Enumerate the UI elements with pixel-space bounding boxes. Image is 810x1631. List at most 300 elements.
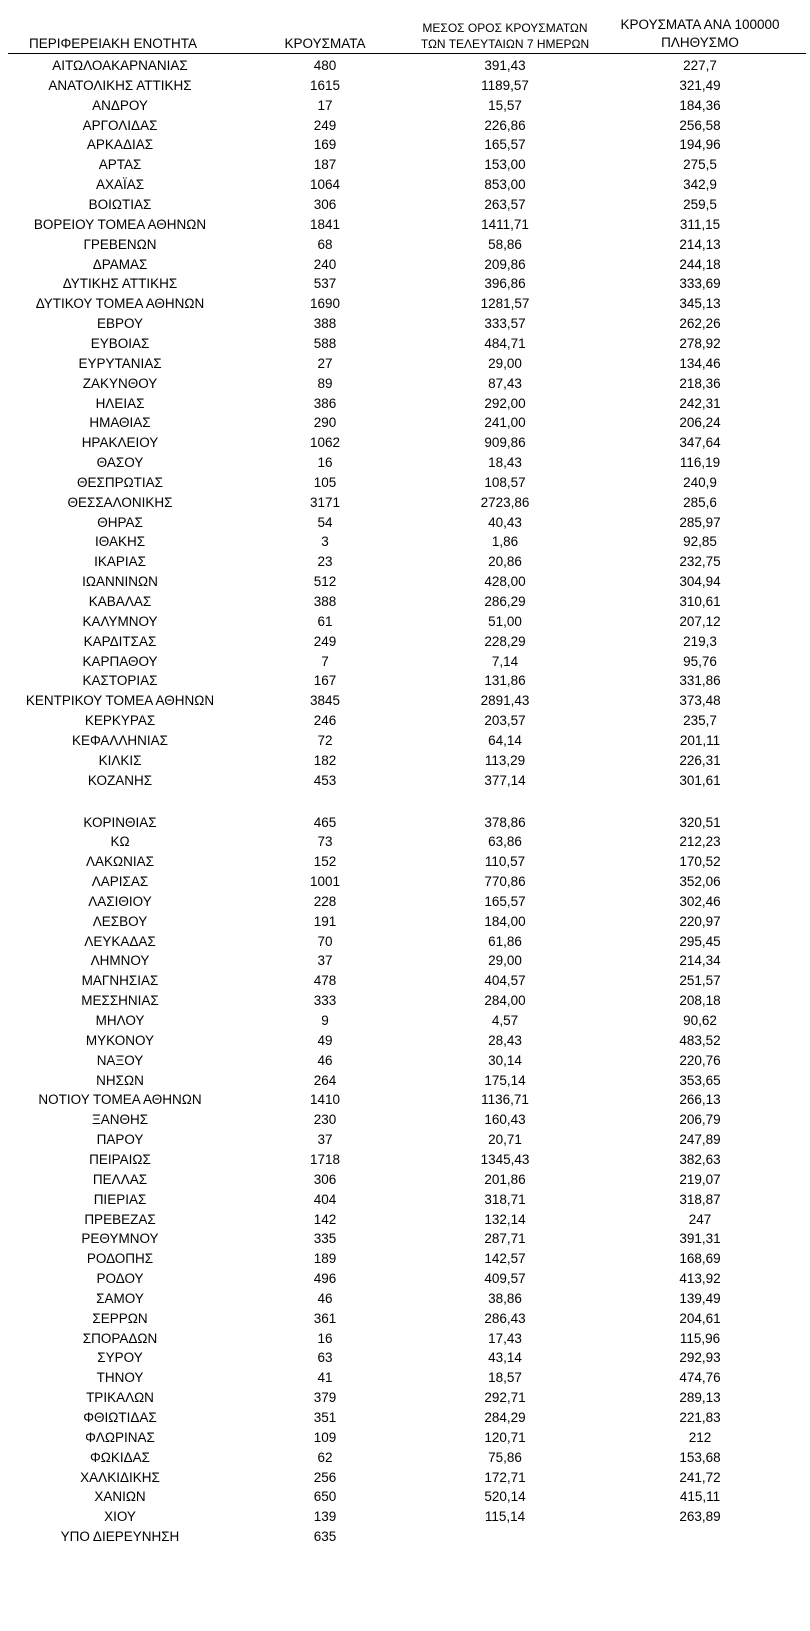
table-row (0, 354, 810, 374)
cell-per-100k: 275,5 (683, 157, 717, 173)
cell-avg-7days: 64,14 (488, 732, 522, 748)
cell-region: ΤΗΝΟΥ (96, 1370, 144, 1386)
cell-per-100k: 220,76 (679, 1052, 721, 1068)
cell-per-100k: 232,75 (679, 554, 721, 570)
cell-avg-7days: 51,00 (488, 613, 522, 629)
table-row (0, 532, 810, 552)
cell-cases: 41 (317, 1370, 333, 1386)
table-row (0, 1388, 810, 1408)
cell-avg-7days: 228,29 (484, 633, 526, 649)
cell-avg-7days: 409,57 (484, 1271, 526, 1286)
cell-cases: 333 (313, 993, 337, 1009)
table-row (0, 235, 810, 255)
cell-avg-7days: 115,14 (484, 1509, 526, 1525)
cell-avg-7days: 1281,57 (480, 296, 530, 312)
table-row (0, 852, 810, 872)
table-row (0, 255, 810, 275)
cell-cases: 650 (313, 1489, 337, 1505)
cell-cases: 73 (317, 834, 333, 850)
table-row (0, 1527, 810, 1547)
table-row (0, 215, 810, 235)
cell-cases: 386 (313, 395, 337, 411)
table-row (0, 731, 810, 751)
cell-cases: 1064 (309, 177, 341, 193)
cell-avg-7days: 113,29 (484, 752, 526, 768)
cell-region: ΑΝΑΤΟΛΙΚΗΣ ΑΤΤΙΚΗΣ (48, 77, 192, 93)
cell-region: ΚΙΛΚΙΣ (98, 752, 142, 768)
cell-per-100k: 207,12 (679, 613, 721, 629)
cell-region: ΚΟΖΑΝΗΣ (87, 772, 153, 788)
cell-region: ΙΩΑΝΝΙΝΩΝ (82, 574, 158, 590)
cell-avg-7days: 1411,71 (481, 216, 529, 232)
cell-per-100k: 295,45 (679, 933, 721, 949)
cell-region: ΜΗΛΟΥ (95, 1013, 145, 1028)
cell-cases: 142 (313, 1211, 337, 1227)
cell-per-100k: 353,65 (679, 1072, 721, 1088)
cell-avg-7days: 209,86 (484, 256, 526, 272)
cell-region: ΙΚΑΡΙΑΣ (94, 554, 146, 570)
table-row (0, 274, 810, 294)
cell-region: ΓΡΕΒΕΝΩΝ (83, 236, 157, 252)
table-row (0, 96, 810, 116)
cell-per-100k: 415,11 (679, 1489, 721, 1505)
cell-cases: 512 (313, 574, 337, 590)
cell-cases: 335 (313, 1231, 337, 1247)
cell-region: ΛΑΡΙΣΑΣ (91, 874, 149, 889)
cell-per-100k: 227,7 (683, 58, 717, 73)
cell-cases: 537 (313, 276, 337, 292)
table-row (0, 155, 810, 175)
cell-per-100k: 139,49 (679, 1290, 721, 1306)
cell-avg-7days: 108,57 (484, 474, 526, 490)
cell-region: ΦΩΚΙΔΑΣ (90, 1449, 150, 1465)
cell-per-100k: 221,83 (679, 1410, 721, 1425)
cell-avg-7days: 520,14 (484, 1489, 526, 1505)
cell-per-100k: 153,68 (679, 1449, 721, 1465)
cell-cases: 3171 (309, 494, 341, 510)
cell-per-100k: 219,07 (679, 1171, 721, 1187)
cell-per-100k: 474,76 (679, 1370, 721, 1386)
cell-region: ΥΠΟ ΔΙΕΡΕΥΝΗΣΗ (60, 1529, 180, 1545)
header-divider (8, 53, 806, 54)
cell-avg-7days: 165,57 (484, 893, 526, 909)
cell-avg-7days: 29,00 (488, 953, 522, 969)
table-row (0, 771, 810, 791)
cell-avg-7days: 286,43 (484, 1310, 526, 1326)
table-row (0, 116, 810, 136)
cell-region: ΚΕΝΤΡΙΚΟΥ ΤΟΜΕΑ ΑΘΗΝΩΝ (25, 693, 215, 709)
cell-cases: 249 (313, 633, 337, 649)
cell-avg-7days: 378,86 (484, 814, 526, 830)
header-region: ΠΕΡΙΦΕΡΕΙΑΚΗ ΕΝΟΤΗΤΑ (28, 36, 198, 51)
cell-per-100k: 242,31 (679, 395, 721, 411)
cell-cases: 169 (313, 137, 337, 153)
cell-per-100k: 292,93 (679, 1350, 721, 1366)
table-row (0, 872, 810, 892)
header-cases-per-100k (610, 16, 790, 52)
table-row (0, 652, 810, 672)
cell-avg-7days: 184,00 (484, 913, 526, 929)
cell-cases: 63 (317, 1350, 333, 1366)
cell-per-100k: 212 (688, 1429, 712, 1445)
table-row (0, 374, 810, 394)
cell-per-100k: 347,64 (679, 435, 721, 451)
cell-per-100k: 266,13 (679, 1092, 721, 1108)
cell-avg-7days: 142,57 (484, 1251, 526, 1267)
cell-region: ΚΑΣΤΟΡΙΑΣ (82, 673, 158, 689)
cell-per-100k: 92,85 (683, 534, 717, 550)
table-row (0, 671, 810, 691)
cell-region: ΕΥΒΟΙΑΣ (90, 335, 150, 351)
cell-region: ΖΑΚΥΝΘΟΥ (82, 375, 158, 391)
cell-avg-7days: 203,57 (484, 713, 526, 729)
cell-avg-7days: 318,71 (484, 1191, 526, 1207)
cell-cases: 72 (317, 732, 333, 748)
cell-per-100k: 214,13 (679, 236, 721, 252)
cell-per-100k: 184,36 (679, 97, 721, 113)
cell-region: ΛΕΥΚΑΔΑΣ (84, 933, 156, 949)
cell-region: ΚΑΛΥΜΝΟΥ (82, 613, 158, 629)
cell-per-100k: 263,89 (679, 1509, 721, 1525)
cell-per-100k: 218,36 (679, 375, 721, 391)
cell-cases: 480 (313, 58, 337, 73)
cell-region: ΡΕΘΥΜΝΟΥ (81, 1231, 159, 1247)
cell-per-100k: 256,58 (679, 117, 721, 133)
cell-region: ΗΜΑΘΙΑΣ (89, 415, 151, 431)
cell-avg-7days: 17,43 (488, 1330, 522, 1346)
cell-avg-7days: 909,86 (484, 435, 526, 451)
cell-per-100k: 251,57 (679, 973, 721, 989)
cell-avg-7days: 1136,71 (481, 1092, 529, 1108)
table-row (0, 453, 810, 473)
cell-avg-7days: 175,14 (484, 1072, 526, 1088)
table-row (0, 433, 810, 453)
cell-per-100k: 301,61 (679, 772, 721, 788)
cell-region: ΣΕΡΡΩΝ (92, 1310, 148, 1326)
cell-region: ΦΘΙΩΤΙΔΑΣ (83, 1410, 157, 1425)
cell-avg-7days: 153,00 (484, 157, 526, 173)
cell-cases: 453 (313, 772, 337, 788)
cell-avg-7days: 2891,43 (480, 693, 530, 709)
cell-avg-7days: 38,86 (488, 1290, 522, 1306)
cell-avg-7days: 63,86 (488, 834, 522, 850)
cell-avg-7days: 110,57 (484, 854, 526, 870)
cell-avg-7days: 18,43 (488, 455, 522, 470)
table-row (0, 813, 810, 833)
cell-per-100k: 247 (688, 1211, 712, 1227)
cell-region: ΒΟΙΩΤΙΑΣ (88, 197, 152, 212)
cell-cases: 1718 (309, 1151, 341, 1167)
cell-per-100k: 382,63 (679, 1151, 721, 1167)
cell-cases: 379 (313, 1390, 337, 1406)
cell-cases: 16 (317, 1330, 333, 1346)
cell-cases: 264 (313, 1072, 337, 1088)
cell-per-100k: 212,23 (679, 834, 721, 850)
cell-per-100k: 95,76 (683, 653, 717, 669)
header-avg-line2: ΤΩΝ ΤΕΛΕΥΤΑΙΩΝ 7 ΗΜΕΡΩΝ (420, 37, 590, 51)
cell-avg-7days: 286,29 (484, 594, 526, 609)
table-row (0, 552, 810, 572)
table-row (0, 971, 810, 991)
cell-per-100k: 219,3 (683, 633, 717, 649)
table-row (0, 1071, 810, 1091)
cell-cases: 16 (317, 455, 333, 470)
cell-per-100k: 201,11 (679, 732, 721, 748)
cell-per-100k: 204,61 (679, 1310, 721, 1326)
cell-per-100k: 170,52 (679, 854, 721, 870)
cell-region: ΡΟΔΟΠΗΣ (86, 1251, 154, 1267)
table-row (0, 632, 810, 652)
cell-per-100k: 342,9 (683, 177, 717, 193)
table-row (0, 1011, 810, 1031)
cell-cases: 1410 (309, 1092, 341, 1108)
header-per-line1: ΚΡΟΥΣΜΑΤΑ ΑΝΑ 100000 (620, 17, 780, 32)
cell-region: ΚΟΡΙΝΘΙΑΣ (83, 814, 157, 830)
cell-cases: 9 (321, 1013, 329, 1028)
cell-avg-7days: 201,86 (484, 1171, 526, 1187)
cell-avg-7days: 404,57 (484, 973, 526, 989)
cell-per-100k: 321,49 (679, 77, 721, 93)
cell-cases: 152 (313, 854, 337, 870)
table-row (0, 1090, 810, 1110)
cell-avg-7days: 120,71 (484, 1429, 526, 1445)
cell-avg-7days: 18,57 (488, 1370, 522, 1386)
table-row (0, 334, 810, 354)
cell-per-100k: 310,61 (679, 594, 721, 609)
cell-cases: 109 (313, 1429, 337, 1445)
table-row (0, 832, 810, 852)
cell-cases: 46 (317, 1290, 333, 1306)
cell-per-100k: 302,46 (679, 893, 721, 909)
cell-avg-7days: 1345,43 (480, 1151, 530, 1167)
cell-cases: 17 (317, 97, 333, 113)
cell-avg-7days: 284,29 (484, 1410, 526, 1425)
table-row (0, 991, 810, 1011)
table-row (0, 1031, 810, 1051)
cell-region: ΛΑΚΩΝΙΑΣ (86, 854, 154, 870)
cell-per-100k: 278,92 (679, 335, 721, 351)
cell-avg-7days: 284,00 (484, 993, 526, 1009)
table-row (0, 1408, 810, 1428)
cell-per-100k: 352,06 (679, 874, 721, 889)
cell-region: ΠΕΙΡΑΙΩΣ (89, 1151, 151, 1167)
cell-cases: 478 (313, 973, 337, 989)
cell-region: ΑΡΚΑΔΙΑΣ (86, 137, 154, 153)
cell-cases: 404 (313, 1191, 337, 1207)
cell-cases: 49 (317, 1032, 333, 1048)
cell-region: ΚΑΒΑΛΑΣ (88, 594, 152, 609)
cell-cases: 1001 (309, 874, 341, 889)
cell-region: ΠΡΕΒΕΖΑΣ (84, 1211, 156, 1227)
cell-region: ΕΥΡΥΤΑΝΙΑΣ (78, 355, 162, 371)
table-row (0, 1170, 810, 1190)
cell-cases: 290 (313, 415, 337, 431)
cell-region: ΜΥΚΟΝΟΥ (85, 1032, 155, 1048)
cell-avg-7days: 20,71 (488, 1132, 522, 1148)
cell-per-100k: 304,94 (679, 574, 721, 590)
cell-region: ΔΥΤΙΚΗΣ ΑΤΤΙΚΗΣ (62, 276, 178, 292)
cell-cases: 306 (313, 1171, 337, 1187)
cell-region: ΔΥΤΙΚΟΥ ΤΟΜΕΑ ΑΘΗΝΩΝ (35, 296, 205, 312)
cell-avg-7days: 770,86 (484, 874, 526, 889)
cell-avg-7days: 2723,86 (480, 494, 530, 510)
cell-avg-7days: 226,86 (484, 117, 526, 133)
table-row (0, 1329, 810, 1349)
cell-region: ΧΑΝΙΩΝ (94, 1489, 146, 1505)
table-row (0, 294, 810, 314)
cell-cases: 228 (313, 893, 337, 909)
cell-cases: 54 (317, 514, 333, 530)
cell-avg-7days: 15,57 (488, 97, 522, 113)
header-avg-line1: ΜΕΣΟΣ ΟΡΟΣ ΚΡΟΥΣΜΑΤΩΝ (422, 21, 588, 35)
cell-cases: 246 (313, 713, 337, 729)
table-row (0, 1051, 810, 1071)
cell-avg-7days: 43,14 (488, 1350, 522, 1366)
cell-cases: 1690 (309, 296, 341, 312)
cell-region: ΞΑΝΘΗΣ (91, 1112, 149, 1128)
cell-cases: 189 (313, 1251, 337, 1267)
cell-cases: 182 (313, 752, 337, 768)
cell-cases: 249 (313, 117, 337, 133)
cell-per-100k: 333,69 (679, 276, 721, 292)
cell-region: ΣΥΡΟΥ (97, 1350, 143, 1366)
cell-cases: 62 (317, 1449, 333, 1465)
cell-region: ΗΛΕΙΑΣ (95, 395, 145, 411)
cell-cases: 361 (313, 1310, 337, 1326)
cell-per-100k: 214,34 (679, 953, 721, 969)
table-row (0, 1249, 810, 1269)
table-row (0, 592, 810, 612)
cell-region: ΧΑΛΚΙΔΙΚΗΣ (80, 1469, 160, 1485)
cell-per-100k: 194,96 (679, 137, 721, 153)
cell-region: ΣΑΜΟΥ (96, 1290, 144, 1306)
cell-avg-7days: 484,71 (484, 335, 526, 351)
cell-cases: 37 (317, 1132, 333, 1148)
table-row (0, 195, 810, 215)
cell-avg-7days: 165,57 (484, 137, 526, 153)
cell-avg-7days: 87,43 (488, 375, 522, 391)
cell-region: ΚΑΡΠΑΘΟΥ (82, 653, 158, 669)
table-row (0, 135, 810, 155)
cell-region: ΣΠΟΡΑΔΩΝ (82, 1330, 158, 1346)
cell-avg-7days: 287,71 (484, 1231, 526, 1247)
cell-cases: 588 (313, 335, 337, 351)
cell-cases: 388 (313, 594, 337, 609)
table-row (0, 513, 810, 533)
cell-region: ΘΗΡΑΣ (97, 514, 143, 530)
cell-cases: 3 (321, 534, 329, 550)
table-row (0, 394, 810, 414)
cell-region: ΘΑΣΟΥ (96, 455, 144, 470)
table-row (0, 932, 810, 952)
cell-region: ΠΑΡΟΥ (96, 1132, 144, 1148)
table-row (0, 1309, 810, 1329)
cell-per-100k: 318,87 (679, 1191, 721, 1207)
cell-avg-7days: 131,86 (484, 673, 526, 689)
cell-avg-7days: 241,00 (484, 415, 526, 431)
cell-region: ΕΒΡΟΥ (96, 316, 144, 332)
cell-cases: 105 (313, 474, 337, 490)
cell-avg-7days: 75,86 (488, 1449, 522, 1465)
table-row (0, 1130, 810, 1150)
cell-region: ΛΑΣΙΘΙΟΥ (88, 893, 152, 909)
table-row (0, 1150, 810, 1170)
cell-per-100k: 373,48 (679, 693, 721, 709)
cell-cases: 167 (313, 673, 337, 689)
table-row (0, 1507, 810, 1527)
table-row (0, 751, 810, 771)
cell-per-100k: 311,15 (679, 216, 721, 232)
cell-region: ΦΛΩΡΙΝΑΣ (85, 1429, 155, 1445)
cell-avg-7days: 333,57 (484, 316, 526, 332)
cell-region: ΤΡΙΚΑΛΩΝ (86, 1390, 154, 1406)
cell-region: ΑΧΑΪΑΣ (95, 177, 145, 193)
cell-cases: 70 (317, 933, 333, 949)
cell-region: ΑΡΓΟΛΙΔΑΣ (82, 117, 158, 133)
table-row (0, 1289, 810, 1309)
header-cases: ΚΡΟΥΣΜΑΤΑ (284, 36, 366, 51)
cell-per-100k: 168,69 (679, 1251, 721, 1267)
cell-region: ΧΙΟΥ (104, 1509, 136, 1525)
cell-cases: 1062 (309, 435, 341, 451)
cell-avg-7days: 61,86 (488, 933, 522, 949)
cell-cases: 27 (317, 355, 333, 371)
table-row (0, 413, 810, 433)
table-row (0, 912, 810, 932)
cell-region: ΑΙΤΩΛΟΑΚΑΡΝΑΝΙΑΣ (52, 58, 188, 73)
cell-per-100k: 240,9 (683, 474, 717, 490)
cell-cases: 351 (313, 1410, 337, 1425)
cell-per-100k: 206,24 (679, 415, 721, 431)
cell-cases: 23 (317, 554, 333, 570)
cell-region: ΘΕΣΣΑΛΟΝΙΚΗΣ (67, 494, 173, 510)
cell-avg-7days: 292,00 (484, 395, 526, 411)
table-row (0, 1190, 810, 1210)
cell-avg-7days: 28,43 (488, 1032, 522, 1048)
cell-per-100k: 226,31 (679, 752, 721, 768)
cell-avg-7days: 58,86 (488, 236, 522, 252)
cell-region: ΚΕΦΑΛΛΗΝΙΑΣ (71, 732, 169, 748)
cell-avg-7days: 30,14 (488, 1052, 522, 1068)
cell-avg-7days: 1,86 (491, 534, 519, 550)
cell-avg-7days: 29,00 (488, 355, 522, 371)
cell-region: ΚΑΡΔΙΤΣΑΣ (83, 633, 157, 649)
cell-region: ΘΕΣΠΡΩΤΙΑΣ (76, 474, 164, 490)
cell-cases: 635 (313, 1529, 337, 1545)
cell-per-100k: 259,5 (683, 197, 717, 212)
table-row (0, 1468, 810, 1488)
cell-per-100k: 285,97 (679, 514, 721, 530)
cell-avg-7days: 160,43 (484, 1112, 526, 1128)
cell-cases: 191 (313, 913, 337, 929)
cell-cases: 256 (313, 1469, 337, 1485)
cell-avg-7days: 853,00 (484, 177, 526, 193)
cell-cases: 46 (317, 1052, 333, 1068)
table-row (0, 1210, 810, 1230)
cell-per-100k: 90,62 (683, 1013, 717, 1028)
table-row (0, 314, 810, 334)
cell-avg-7days: 40,43 (488, 514, 522, 530)
cell-avg-7days: 377,14 (484, 772, 526, 788)
table-row (0, 1448, 810, 1468)
cell-per-100k: 391,31 (679, 1231, 721, 1247)
cell-per-100k: 262,26 (679, 316, 721, 332)
cell-region: ΡΟΔΟΥ (96, 1271, 144, 1286)
cell-cases: 89 (317, 375, 333, 391)
table-row (0, 175, 810, 195)
cell-cases: 388 (313, 316, 337, 332)
cell-cases: 7 (321, 653, 329, 669)
